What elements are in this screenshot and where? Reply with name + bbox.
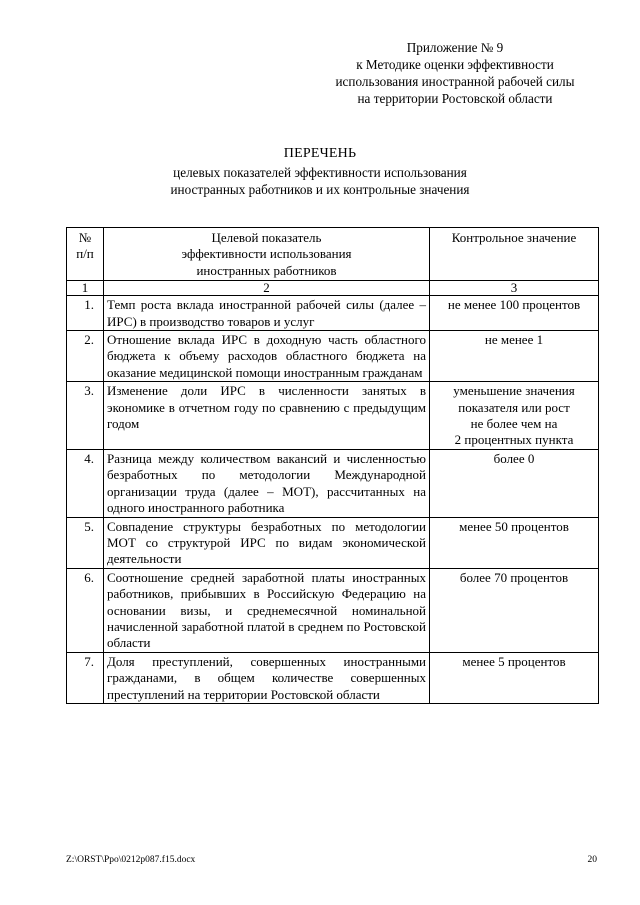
header-num: № п/п — [67, 228, 104, 281]
row-indicator: Соотношение средней заработной платы иностранных работников, прибывших в Российскую Федерацию на основании визы, и среднемесячной номинальной начисленной заработной платой в среднем по Ростовской области — [104, 568, 430, 652]
row-number: 6. — [67, 568, 104, 652]
appendix-header — [300, 39, 610, 107]
row-indicator: Темп роста вклада иностранной рабочей силы (далее – ИРС) в производство товаров и услуг — [104, 296, 430, 331]
appendix-line: использования иностранной рабочей силы — [335, 74, 575, 89]
header-value: Контрольное значение — [430, 228, 599, 281]
row-control-value: менее 5 процентов — [430, 652, 599, 703]
column-number: 3 — [430, 281, 599, 296]
document-title — [150, 145, 490, 198]
column-number: 1 — [67, 281, 104, 296]
row-control-value: более 70 процентов — [430, 568, 599, 652]
row-control-value: более 0 — [430, 449, 599, 517]
table-row — [67, 331, 599, 382]
table-row — [67, 296, 599, 331]
title-subline: иностранных работников и их контрольные значения — [170, 182, 470, 197]
row-control-value: менее 50 процентов — [430, 517, 599, 568]
indicators-table-body — [67, 228, 599, 704]
row-indicator: Изменение доли ИРС в численности занятых в экономике в отчетном году по сравнению с предыдущим годом — [104, 382, 430, 450]
row-control-value: не менее 1 — [430, 331, 599, 382]
indicators-table — [66, 227, 599, 704]
row-number: 3. — [67, 382, 104, 450]
row-number: 5. — [67, 517, 104, 568]
table-row — [67, 652, 599, 703]
table-row — [67, 517, 599, 568]
row-number: 2. — [67, 331, 104, 382]
header-indicator: Целевой показатель эффективности использования иностранных работников — [104, 228, 430, 281]
row-indicator: Отношение вклада ИРС в доходную часть областного бюджета к объему расходов областного бюджета на оказание медицинской помощи иностранным гражданам — [104, 331, 430, 382]
row-number: 1. — [67, 296, 104, 331]
row-indicator: Доля преступлений, совершенных иностранными гражданами, в общем количестве совершенных преступлений на территории Ростовской области — [104, 652, 430, 703]
title-subline: целевых показателей эффективности использования — [173, 165, 467, 180]
row-number: 4. — [67, 449, 104, 517]
appendix-line: к Методике оценки эффективности — [356, 57, 554, 72]
footer-file-path: Z:\ORST\Ppo\0212p087.f15.docx — [66, 855, 196, 865]
column-number: 2 — [104, 281, 430, 296]
row-indicator: Совпадение структуры безработных по методологии МОТ со структурой ИРС по видам экономической деятельности — [104, 517, 430, 568]
appendix-line: на территории Ростовской области — [357, 91, 553, 106]
title-main: ПЕРЕЧЕНЬ — [283, 146, 357, 161]
table-row — [67, 449, 599, 517]
table-column-numbers-row — [67, 281, 599, 296]
appendix-line: Приложение № 9 — [406, 40, 504, 55]
footer-page-number: 20 — [587, 855, 597, 865]
table-header-row — [67, 228, 599, 281]
row-control-value: не менее 100 процентов — [430, 296, 599, 331]
row-number: 7. — [67, 652, 104, 703]
table-row — [67, 382, 599, 450]
row-indicator: Разница между количеством вакансий и численностью безработных по методологии Международной организации труда (далее – МОТ), рассчитанных на одного иностранного работника — [104, 449, 430, 517]
table-row — [67, 568, 599, 652]
row-control-value: уменьшение значения показателя или рост не более чем на 2 процентных пункта — [430, 382, 599, 450]
